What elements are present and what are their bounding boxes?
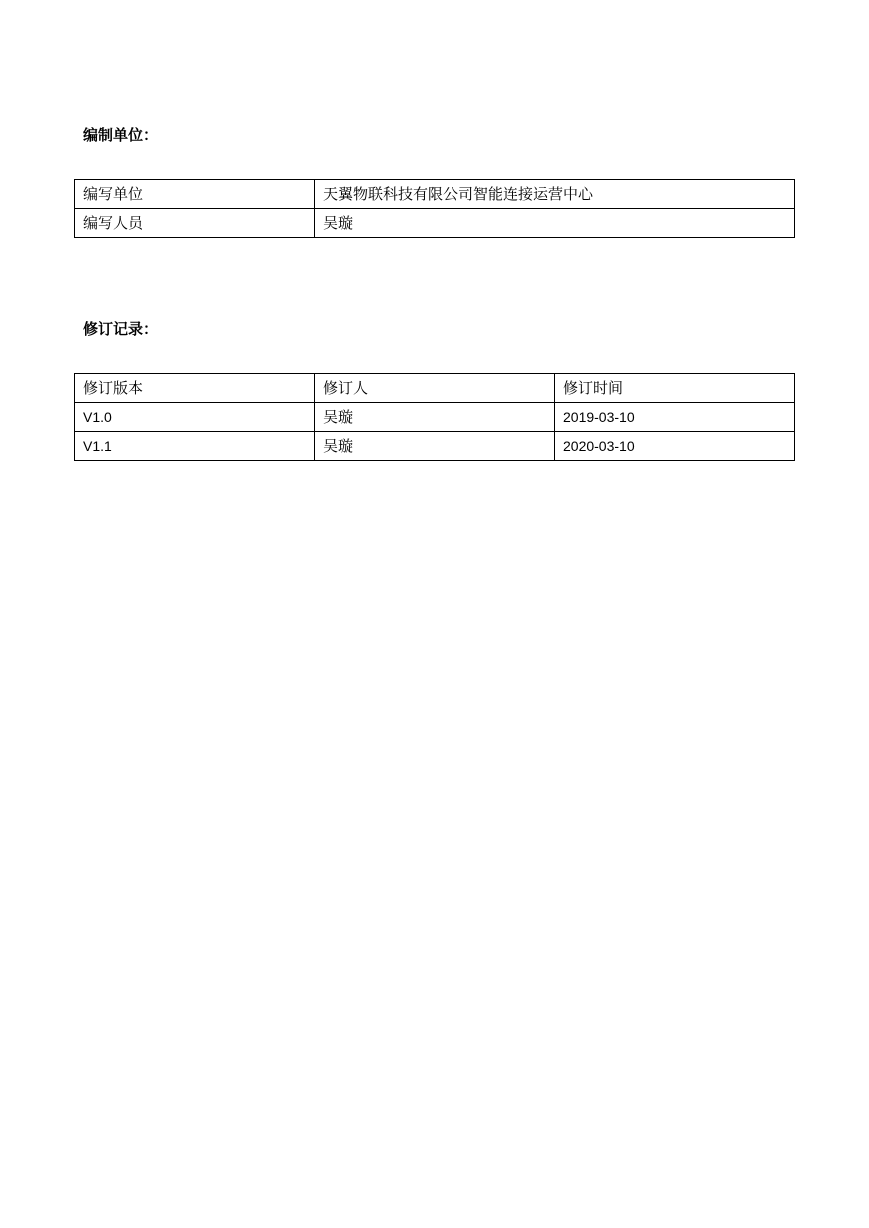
header-version: 修订版本 [75,374,315,403]
header-author: 修订人 [315,374,555,403]
author-label-cell: 编写人员 [75,209,315,238]
unit-label-cell: 编写单位 [75,180,315,209]
table-row [75,403,795,432]
header-date: 修订时间 [555,374,795,403]
unit-value-cell: 天翼物联科技有限公司智能连接运营中心 [315,180,795,209]
table-row [75,209,795,238]
version-cell: V1.1 [75,432,315,461]
date-cell: 2020-03-10 [555,432,795,461]
author-cell: 吴璇 [315,403,555,432]
author-value-cell: 吴璇 [315,209,795,238]
date-cell: 2019-03-10 [555,403,795,432]
version-cell: V1.0 [75,403,315,432]
unit-section-title: 编制单位： [83,126,159,144]
unit-table [74,179,795,238]
table-header-row [75,374,795,403]
revision-section-title: 修订记录： [83,320,159,338]
table-row [75,180,795,209]
revision-table [74,373,795,461]
author-cell: 吴璇 [315,432,555,461]
table-row [75,432,795,461]
